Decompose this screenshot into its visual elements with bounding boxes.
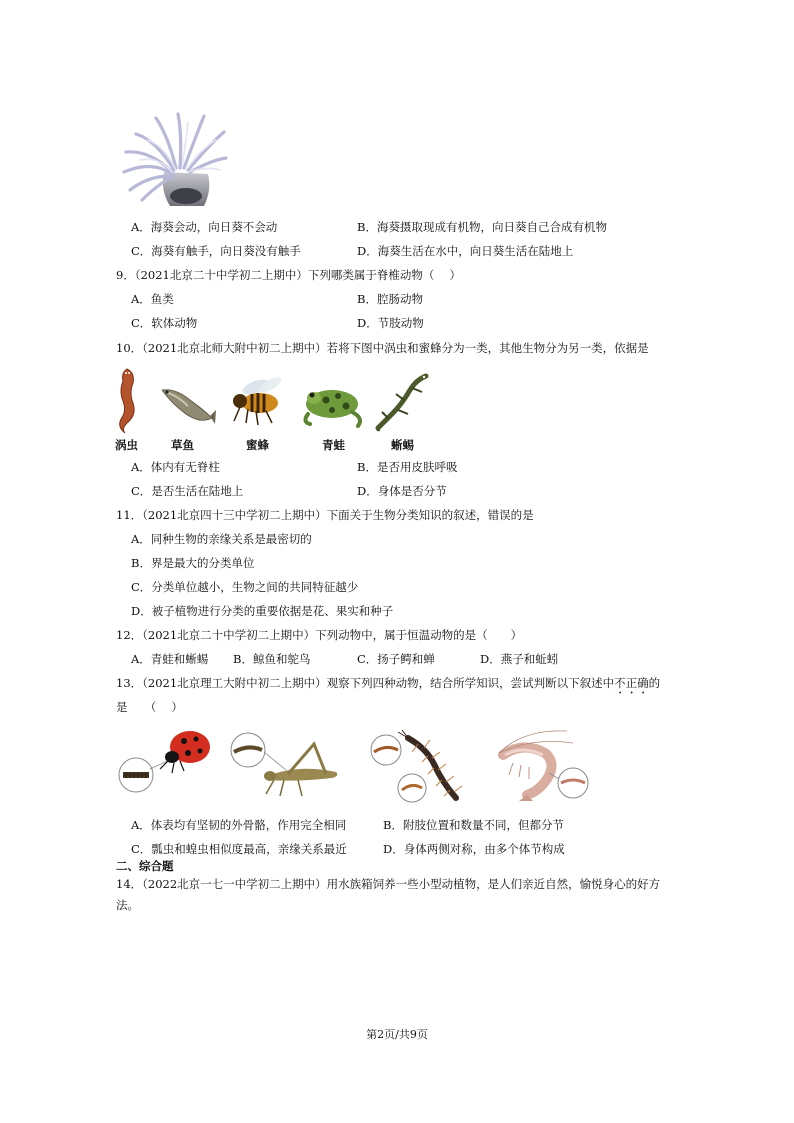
q12-stem: 12．（2021北京二十中学初二上期中）下列动物中，属于恒温动物的是（ ）: [116, 628, 523, 642]
q11-option-c: C．分类单位越小，生物之间的共同特征越少: [131, 580, 359, 594]
q8-option-c: C．海葵有触手，向日葵没有触手: [131, 244, 301, 258]
q8-option-b: B．海葵摄取现成有机物，向日葵自己合成有机物: [357, 220, 607, 234]
q9-option-d: D．节肢动物: [357, 316, 424, 330]
q11-option-d: D．被子植物进行分类的重要依据是花、果实和种子: [131, 604, 394, 618]
q10-option-d: D．身体是否分节: [357, 484, 447, 498]
q10-option-c: C．是否生活在陆地上: [131, 484, 244, 498]
q13-stem-line2: 是 （ ）: [116, 700, 183, 714]
q13-option-c: C．瓢虫和蝗虫相似度最高，亲缘关系最近: [131, 842, 347, 856]
q9-option-b: B．腔肠动物: [357, 292, 423, 306]
q10-option-a: A．体内有无脊柱: [131, 460, 220, 474]
q8-option-d: D．海葵生活在水中，向日葵生活在陆地上: [357, 244, 574, 258]
q13-stem-before: 13．（2021北京理工大附中初二上期中）观察下列四种动物，结合所学知识，尝试判断以下叙述中: [116, 676, 615, 690]
q13-stem-emphasis: 不正确: [614, 676, 649, 690]
q12-option-b: B．鲸鱼和鸵鸟: [233, 652, 311, 666]
q10-option-b: B．是否用皮肤呼吸: [357, 460, 458, 474]
q13-option-d: D．身体两侧对称，由多个体节构成: [383, 842, 565, 856]
q11-option-b: B．界是最大的分类单位: [131, 556, 255, 570]
q14-stem-line2: 法。: [116, 898, 139, 912]
q13-option-a: A．体表均有坚韧的外骨骼，作用完全相同: [131, 818, 347, 832]
grass-carp-image: [158, 380, 216, 430]
q10-stem: 10．（2021北京北师大附中初二上期中）若将下图中涡虫和蜜蜂分为一类，其他生物分为另一类，依据是: [116, 341, 649, 355]
q8-option-a: A．海葵会动，向日葵不会动: [131, 220, 278, 234]
q12-option-a: A．青蛙和蜥蜴: [131, 652, 209, 666]
q10-caption-honeybee: 蜜蜂: [246, 438, 269, 452]
lizard-image: [374, 370, 430, 432]
q10-caption-lizard: 蜥蜴: [391, 438, 414, 452]
honeybee-image: [226, 375, 290, 427]
q10-caption-frog: 青蛙: [322, 438, 345, 452]
section-heading: 二、综合题: [116, 859, 174, 873]
frog-image: [298, 380, 366, 428]
shrimp-image: [483, 725, 593, 807]
q13-option-b: B．附肢位置和数量不同，但都分节: [383, 818, 564, 832]
q12-option-d: D．燕子和蚯蚓: [480, 652, 559, 666]
q11-stem: 11．（2021北京四十三中学初二上期中）下面关于生物分类知识的叙述，错误的是: [116, 508, 534, 522]
q10-caption-grass-carp: 草鱼: [171, 438, 194, 452]
q13-stem: [116, 675, 660, 697]
q9-option-c: C．软体动物: [131, 316, 198, 330]
page-footer: 第2页/共9页: [366, 1028, 428, 1041]
q9-option-a: A．鱼类: [131, 292, 174, 306]
grasshopper-image: [228, 730, 350, 802]
ladybug-image: [114, 725, 214, 805]
q12-option-c: C．扬子鳄和蝉: [357, 652, 435, 666]
q13-stem-after: 的: [648, 676, 661, 690]
flatworm-image: [113, 365, 143, 435]
q10-caption-flatworm: 涡虫: [115, 438, 138, 452]
centipede-image: [368, 728, 478, 806]
q9-stem: 9．（2021北京二十中学初二上期中）下列哪类属于脊椎动物（ ）: [116, 268, 461, 282]
q14-stem-line1: 14．（2022北京一七一中学初二上期中）用水族箱饲养一些小型动植物，是人们亲近自然，愉悦身心的好方: [116, 877, 661, 891]
sea-anemone-image: [112, 110, 228, 208]
q11-option-a: A．同种生物的亲缘关系是最密切的: [131, 532, 312, 546]
